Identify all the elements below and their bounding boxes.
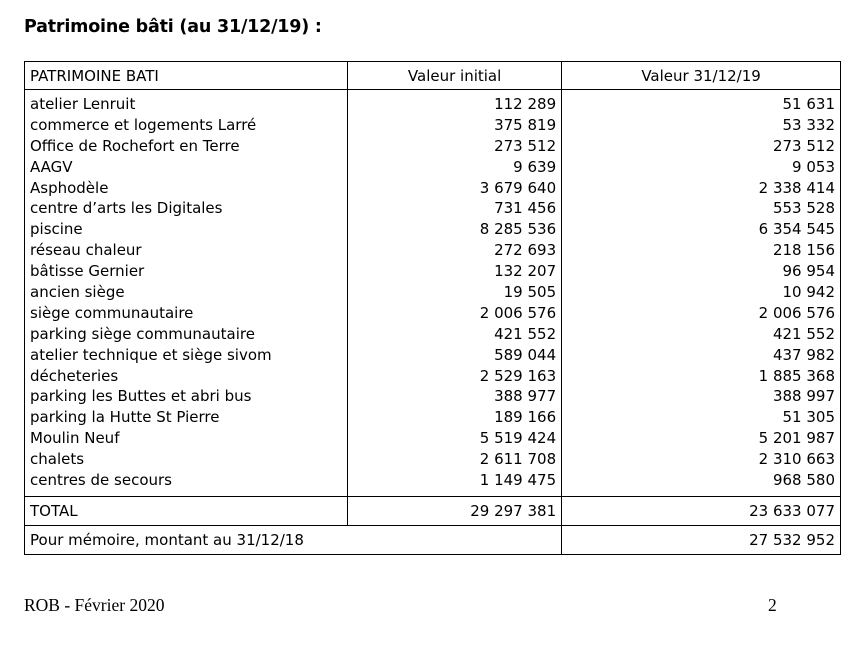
asset-initial-value: 589 044 (494, 345, 557, 364)
asset-name: Office de Rochefort en Terre (30, 136, 240, 155)
total-current: 23 633 077 (562, 496, 841, 525)
asset-current-value: 2 310 663 (758, 450, 835, 469)
asset-initial-value: 8 285 536 (479, 220, 557, 239)
asset-initial-value: 2 529 163 (479, 366, 557, 385)
asset-current-value: 218 156 (772, 241, 835, 260)
asset-initial-value: 112 289 (494, 95, 557, 113)
asset-initial-value: 1 149 475 (479, 471, 557, 490)
asset-name: parking la Hutte St Pierre (30, 408, 220, 427)
asset-current-value: 53 332 (782, 115, 835, 134)
asset-name: ancien siège (30, 283, 125, 302)
asset-name: réseau chaleur (30, 241, 142, 260)
asset-current-value: 273 512 (772, 136, 835, 155)
asset-name: siège communautaire (30, 303, 194, 322)
asset-initial-value: 5 519 424 (479, 429, 557, 448)
asset-name: piscine (30, 220, 83, 239)
header-current-value: Valeur 31/12/19 (562, 62, 841, 90)
asset-name: décheteries (30, 366, 119, 385)
asset-name: atelier technique et siège sivom (30, 345, 272, 364)
current-values-column (562, 90, 841, 497)
asset-initial-value: 2 611 708 (479, 450, 557, 469)
asset-initial-value: 189 166 (494, 408, 557, 427)
asset-initial-value: 421 552 (494, 324, 557, 343)
asset-name: atelier Lenruit (30, 95, 136, 113)
asset-initial-value: 388 977 (494, 387, 557, 406)
asset-current-value: 1 885 368 (758, 366, 835, 385)
asset-name: bâtisse Gernier (30, 262, 145, 281)
asset-names-column (25, 90, 348, 497)
asset-name: chalets (30, 450, 85, 469)
asset-name: Asphodèle (30, 178, 109, 197)
table-header-row (25, 62, 841, 90)
patrimoine-table (24, 61, 841, 555)
asset-current-value: 5 201 987 (758, 429, 835, 448)
asset-initial-value: 132 207 (494, 262, 557, 281)
asset-initial-value: 272 693 (494, 241, 557, 260)
asset-initial-value: 3 679 640 (479, 178, 557, 197)
asset-current-value: 96 954 (782, 262, 835, 281)
asset-initial-value: 19 505 (503, 283, 557, 302)
asset-initial-value: 2 006 576 (479, 303, 557, 322)
total-label: TOTAL (25, 496, 348, 525)
total-initial: 29 297 381 (348, 496, 562, 525)
asset-name: parking les Buttes et abri bus (30, 387, 252, 406)
page-number: 2 (768, 595, 777, 615)
table-body-row (25, 90, 841, 497)
asset-name: AAGV (30, 157, 73, 176)
header-initial-value: Valeur initial (348, 62, 562, 90)
asset-current-value: 421 552 (772, 324, 835, 343)
asset-current-value: 51 631 (782, 95, 835, 113)
asset-name: centres de secours (30, 471, 172, 490)
asset-name: centre d’arts les Digitales (30, 199, 223, 218)
asset-current-value: 10 942 (782, 283, 835, 302)
memo-label: Pour mémoire, montant au 31/12/18 (25, 525, 562, 554)
asset-name: parking siège communautaire (30, 324, 255, 343)
asset-current-value: 6 354 545 (758, 220, 835, 239)
asset-current-value: 2 006 576 (758, 303, 835, 322)
asset-initial-value: 273 512 (494, 136, 557, 155)
total-row (25, 496, 841, 525)
asset-current-value: 553 528 (772, 199, 835, 218)
asset-initial-value: 9 639 (513, 157, 557, 176)
asset-current-value: 968 580 (772, 471, 835, 490)
footer-document-label: ROB - Février 2020 (24, 595, 165, 615)
asset-current-value: 2 338 414 (758, 178, 835, 197)
asset-current-value: 9 053 (792, 157, 835, 176)
asset-current-value: 51 305 (782, 408, 835, 427)
page-title: Patrimoine bâti (au 31/12/19) : (24, 17, 322, 37)
asset-name: commerce et logements Larré (30, 115, 257, 134)
asset-current-value: 437 982 (772, 345, 835, 364)
asset-initial-value: 375 819 (494, 115, 557, 134)
asset-initial-value: 731 456 (494, 199, 557, 218)
memo-value: 27 532 952 (562, 525, 841, 554)
initial-values-column (348, 90, 562, 497)
asset-current-value: 388 997 (772, 387, 835, 406)
memo-row (25, 525, 841, 554)
asset-name: Moulin Neuf (30, 429, 120, 448)
header-name: PATRIMOINE BATI (25, 62, 348, 90)
